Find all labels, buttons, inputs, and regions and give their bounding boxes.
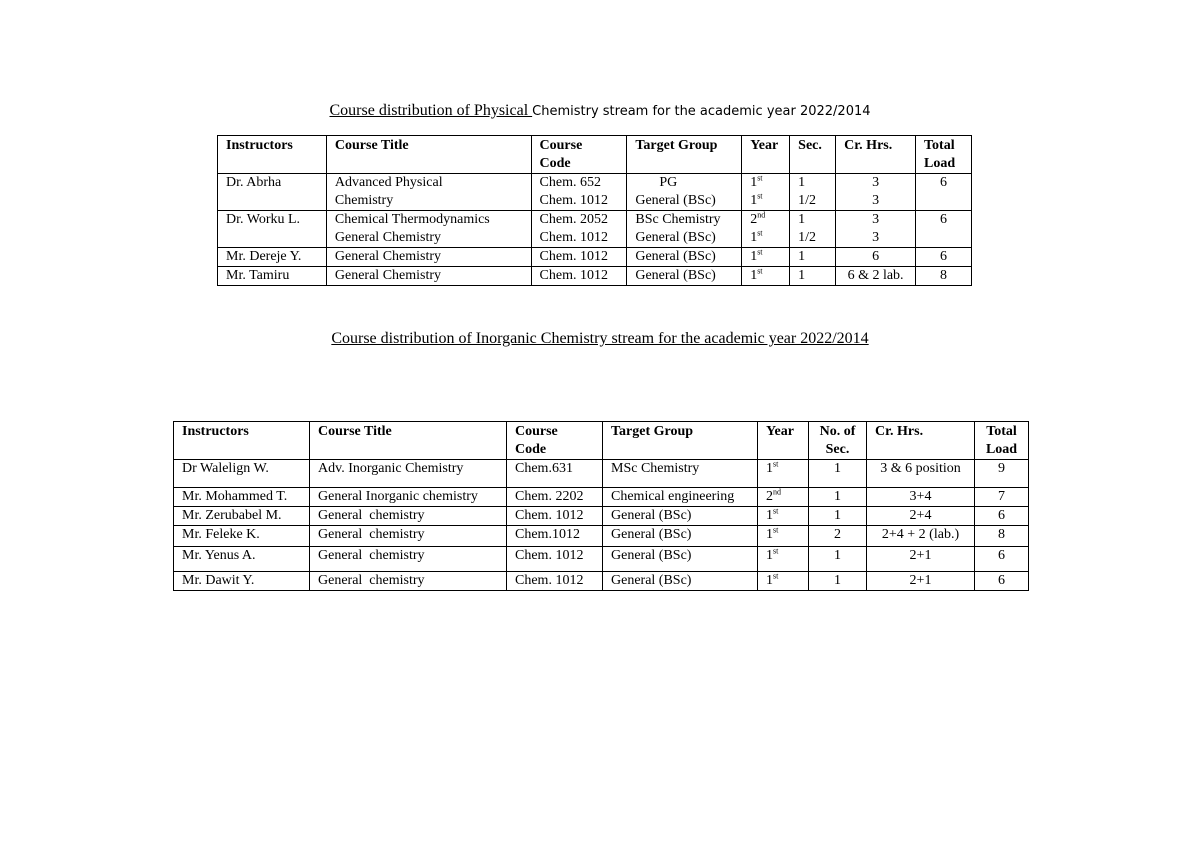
cr-hrs-cell: 3+4 xyxy=(867,488,975,507)
header-target-group: Target Group xyxy=(627,136,742,174)
target-group-cell: Chemical engineering xyxy=(603,488,758,507)
year-cell: 1st xyxy=(758,507,809,526)
cr-hrs-cell: 2+1 xyxy=(867,572,975,591)
instructor-cell: Mr. Dawit Y. xyxy=(174,572,310,591)
table-row xyxy=(174,526,1029,547)
course-code-cell: Chem.631 xyxy=(507,460,603,488)
target-group-cell: PG General (BSc) xyxy=(627,174,742,211)
year-cell: 1st xyxy=(758,460,809,488)
cr-hrs-cell: 3 & 6 position xyxy=(867,460,975,488)
course-title-cell: General chemistry xyxy=(310,572,507,591)
course-code-cell: Chem. 2202 xyxy=(507,488,603,507)
total-load-cell: 6 xyxy=(915,211,971,248)
table-row xyxy=(218,248,972,267)
course-code-cell: Chem.1012 xyxy=(507,526,603,547)
course-title-cell: General Chemistry xyxy=(326,248,531,267)
target-group-cell: MSc Chemistry xyxy=(603,460,758,488)
year-cell: 1st xyxy=(758,526,809,547)
table-row xyxy=(174,507,1029,526)
sec-cell: 2 xyxy=(809,526,867,547)
header-course-title: Course Title xyxy=(326,136,531,174)
instructor-cell: Dr. Abrha xyxy=(218,174,327,211)
year-cell: 1st xyxy=(758,547,809,572)
course-code-cell: Chem. 1012 xyxy=(507,547,603,572)
total-load-cell: 6 xyxy=(915,248,971,267)
cr-hrs-cell: 2+4 xyxy=(867,507,975,526)
course-title-cell: General chemistry xyxy=(310,526,507,547)
total-load-cell: 6 xyxy=(975,547,1029,572)
table-row xyxy=(218,267,972,286)
target-group-cell: BSc Chemistry General (BSc) xyxy=(627,211,742,248)
physical-title xyxy=(0,102,1200,120)
header-sec: Sec. xyxy=(790,136,836,174)
header-instructors: Instructors xyxy=(218,136,327,174)
header-course-code: Course Code xyxy=(531,136,627,174)
cr-hrs-cell: 6 & 2 lab. xyxy=(836,267,916,286)
course-code-cell: Chem. 1012 xyxy=(531,248,627,267)
header-year: Year xyxy=(742,136,790,174)
sec-cell: 1 xyxy=(809,572,867,591)
instructor-cell: Mr. Tamiru xyxy=(218,267,327,286)
header-year: Year xyxy=(758,422,809,460)
course-code-cell: Chem. 1012 xyxy=(507,572,603,591)
header-cr-hrs: Cr. Hrs. xyxy=(867,422,975,460)
year-cell: 1st xyxy=(742,267,790,286)
total-load-cell: 8 xyxy=(915,267,971,286)
table-row xyxy=(174,547,1029,572)
header-cr-hrs: Cr. Hrs. xyxy=(836,136,916,174)
table-header-row xyxy=(218,136,972,174)
target-group-cell: General (BSc) xyxy=(603,547,758,572)
course-title-cell: General Inorganic chemistry xyxy=(310,488,507,507)
instructor-cell: Dr. Worku L. xyxy=(218,211,327,248)
course-title-cell: Advanced Physical Chemistry xyxy=(326,174,531,211)
total-load-cell: 8 xyxy=(975,526,1029,547)
table-row xyxy=(174,460,1029,488)
table-row xyxy=(218,211,972,248)
total-load-cell: 6 xyxy=(975,572,1029,591)
course-code-cell: Chem. 1012 xyxy=(507,507,603,526)
year-cell: 1st xyxy=(758,572,809,591)
year-cell: 2nd xyxy=(758,488,809,507)
sec-cell: 1 xyxy=(790,248,836,267)
course-title-cell: Adv. Inorganic Chemistry xyxy=(310,460,507,488)
header-course-title: Course Title xyxy=(310,422,507,460)
physical-table xyxy=(217,135,972,286)
total-load-cell: 7 xyxy=(975,488,1029,507)
table-row xyxy=(218,174,972,211)
header-instructors: Instructors xyxy=(174,422,310,460)
sec-cell: 1 xyxy=(809,547,867,572)
total-load-cell: 6 xyxy=(915,174,971,211)
instructor-cell: Mr. Mohammed T. xyxy=(174,488,310,507)
instructor-cell: Dr Walelign W. xyxy=(174,460,310,488)
year-cell: 2nd 1st xyxy=(742,211,790,248)
course-title-cell: General chemistry xyxy=(310,547,507,572)
header-total-load: Total Load xyxy=(975,422,1029,460)
year-cell: 1st xyxy=(742,248,790,267)
course-title-cell: Chemical Thermodynamics General Chemistry xyxy=(326,211,531,248)
header-total-load: Total Load xyxy=(915,136,971,174)
inorganic-table xyxy=(173,421,1029,591)
instructor-cell: Mr. Feleke K. xyxy=(174,526,310,547)
sec-cell: 1 1/2 xyxy=(790,174,836,211)
cr-hrs-cell: 6 xyxy=(836,248,916,267)
instructor-cell: Mr. Yenus A. xyxy=(174,547,310,572)
header-course-code: Course Code xyxy=(507,422,603,460)
course-code-cell: Chem. 652 Chem. 1012 xyxy=(531,174,627,211)
total-load-cell: 6 xyxy=(975,507,1029,526)
table-row xyxy=(174,488,1029,507)
target-group-cell: General (BSc) xyxy=(627,248,742,267)
header-target-group: Target Group xyxy=(603,422,758,460)
target-group-cell: General (BSc) xyxy=(627,267,742,286)
target-group-cell: General (BSc) xyxy=(603,572,758,591)
cr-hrs-cell: 3 3 xyxy=(836,211,916,248)
course-title-cell: General chemistry xyxy=(310,507,507,526)
inorganic-title: Course distribution of Inorganic Chemistry stream for the academic year 2022/2014 xyxy=(331,330,869,347)
sec-cell: 1 xyxy=(809,488,867,507)
year-cell: 1st 1st xyxy=(742,174,790,211)
cr-hrs-cell: 3 3 xyxy=(836,174,916,211)
sec-cell: 1 xyxy=(790,267,836,286)
instructor-cell: Mr. Zerubabel M. xyxy=(174,507,310,526)
course-code-cell: Chem. 1012 xyxy=(531,267,627,286)
instructor-cell: Mr. Dereje Y. xyxy=(218,248,327,267)
total-load-cell: 9 xyxy=(975,460,1029,488)
physical-title-rest: Chemistry stream for the academic year 2022/2014 xyxy=(532,104,871,119)
table-row xyxy=(174,572,1029,591)
target-group-cell: General (BSc) xyxy=(603,507,758,526)
physical-title-bold: Course distribution of Physical xyxy=(329,102,533,119)
target-group-cell: General (BSc) xyxy=(603,526,758,547)
cr-hrs-cell: 2+1 xyxy=(867,547,975,572)
table-header-row xyxy=(174,422,1029,460)
sec-cell: 1 xyxy=(809,460,867,488)
course-code-cell: Chem. 2052 Chem. 1012 xyxy=(531,211,627,248)
course-title-cell: General Chemistry xyxy=(326,267,531,286)
sec-cell: 1 xyxy=(809,507,867,526)
header-no-of-sec: No. of Sec. xyxy=(809,422,867,460)
sec-cell: 1 1/2 xyxy=(790,211,836,248)
cr-hrs-cell: 2+4 + 2 (lab.) xyxy=(867,526,975,547)
